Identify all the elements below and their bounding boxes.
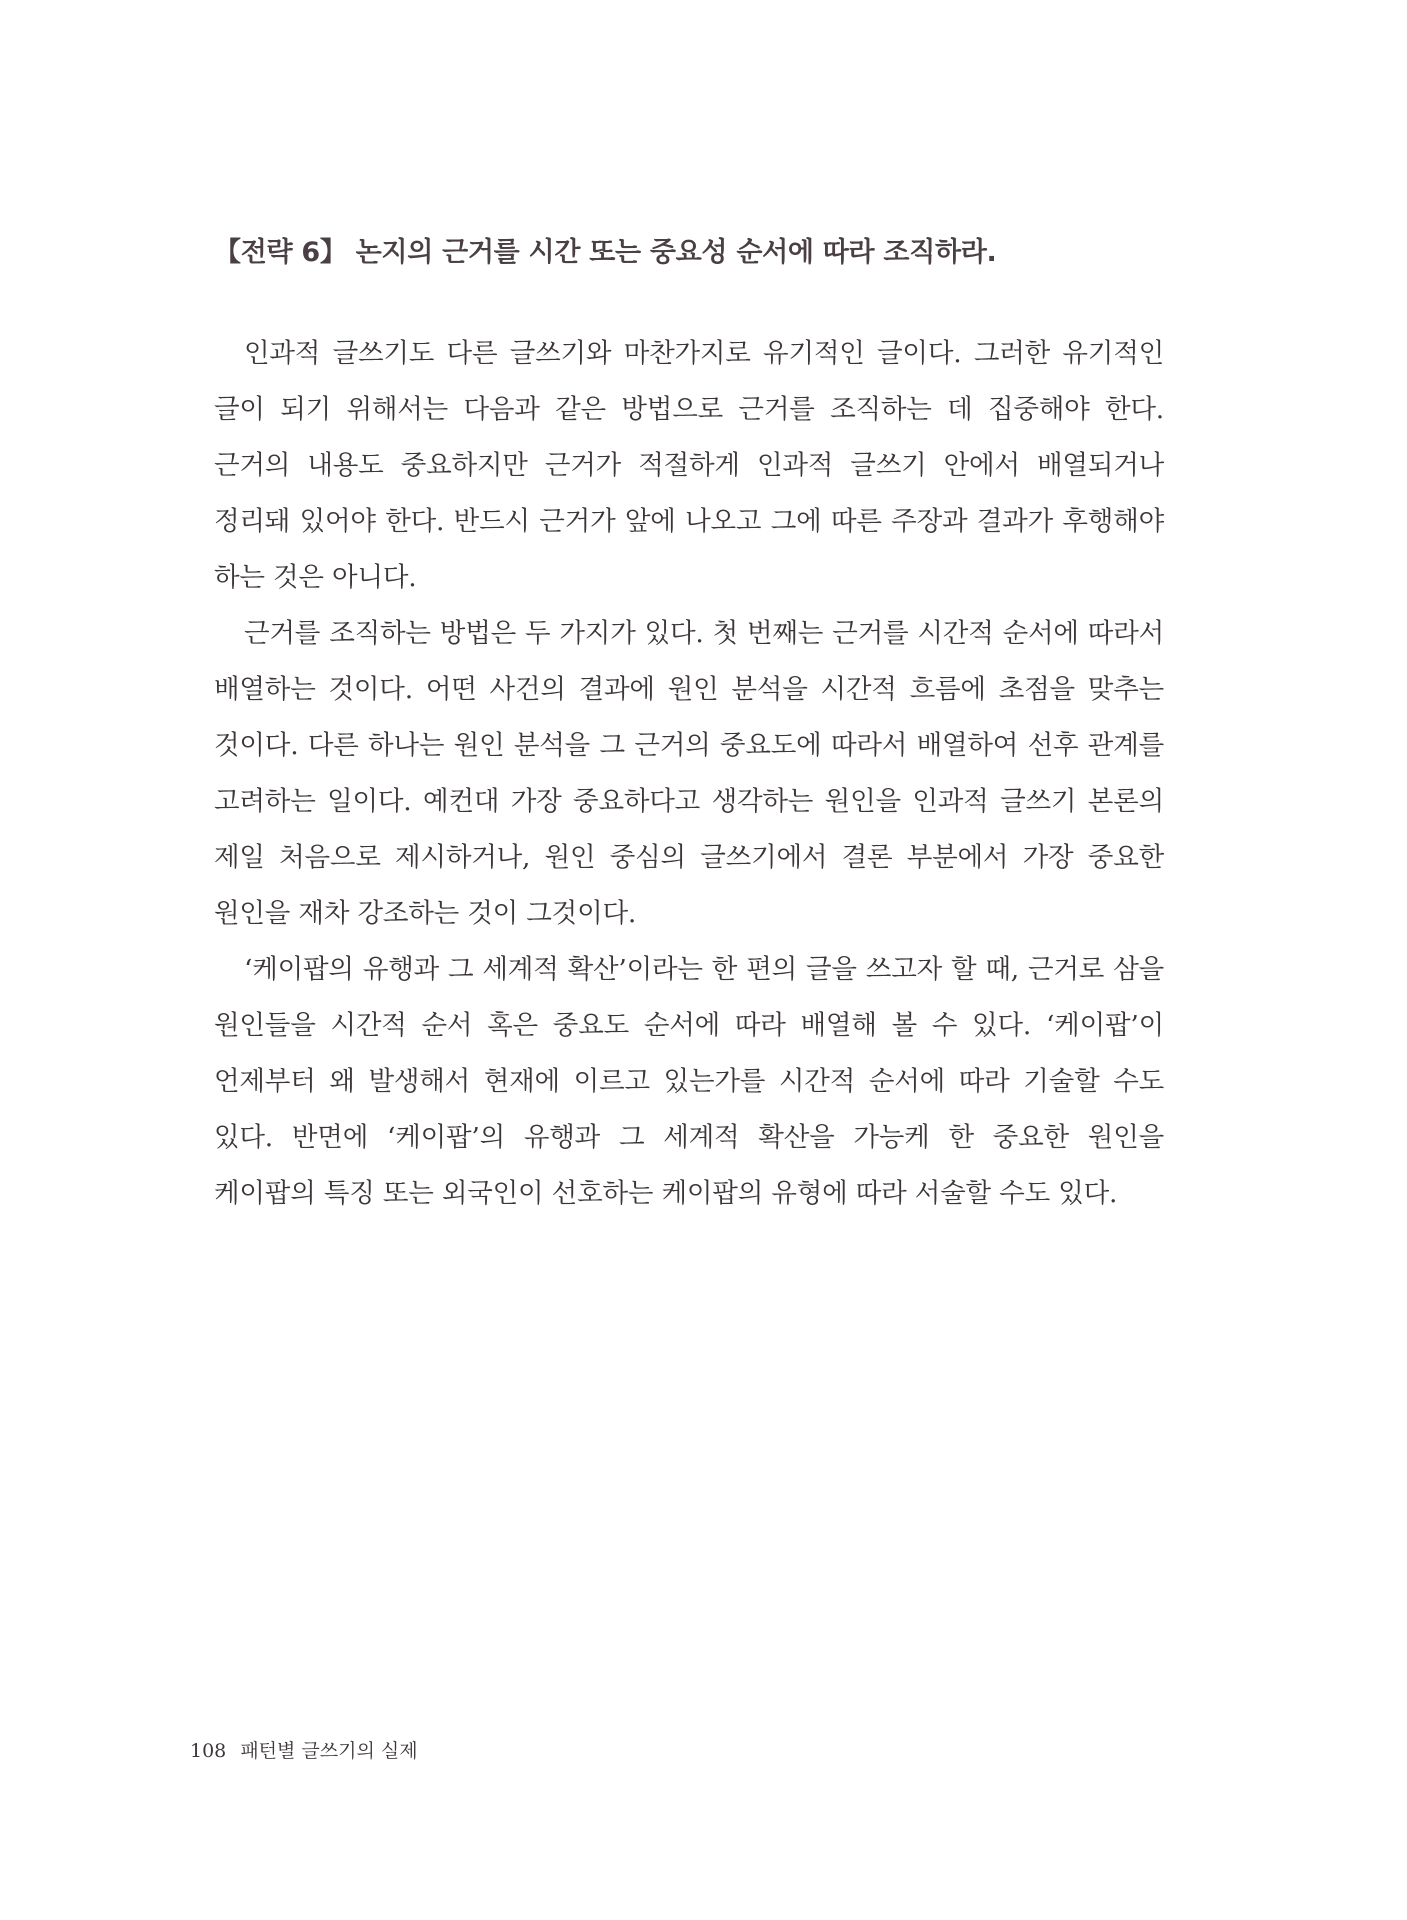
paragraph-3: ‘케이팝의 유행과 그 세계적 확산’이라는 한 편의 글을 쓰고자 할 때, 근거로 삼을 원인들을 시간적 순서 혹은 중요도 순서에 따라 배열해 볼 수 있다. ‘케이팝’이 언제부터 왜 발생해서 현재에 이르고 있는가를 시간적 순서에 따라 기술할 수도 있다. 반면에 ‘케이팝’의 유행과 그 세계적 확산을 가능케 한 중요한 원인을 케이팝의 특징 또는 외국인이 선호하는 케이팝의 유형에 따라 서술할 수도 있다.	[214, 954, 1164, 1209]
book-title: 패턴별 글쓰기의 실제	[240, 1740, 418, 1762]
paragraph-2: 근거를 조직하는 방법은 두 가지가 있다. 첫 번째는 근거를 시간적 순서에 따라서 배열하는 것이다. 어떤 사건의 결과에 원인 분석을 시간적 흐름에 초점을 맞추는 것이다. 다른 하나는 원인 분석을 그 근거의 중요도에 따라서 배열하여 선후 관계를 고려하는 일이다. 예컨대 가장 중요하다고 생각하는 원인을 인과적 글쓰기 본론의 제일 처음으로 제시하거나, 원인 중심의 글쓰기에서 결론 부분에서 가장 중요한 원인을 재차 강조하는 것이 그것이다.	[214, 618, 1164, 929]
page-number: 108	[190, 1740, 227, 1762]
section-heading: 【전략 6】 논지의 근거를 시간 또는 중요성 순서에 따라 조직하라.	[214, 237, 997, 268]
page-footer	[190, 1736, 418, 1763]
paragraph-1: 인과적 글쓰기도 다른 글쓰기와 마찬가지로 유기적인 글이다. 그러한 유기적인 글이 되기 위해서는 다음과 같은 방법으로 근거를 조직하는 데 집중해야 한다. 근거의 내용도 중요하지만 근거가 적절하게 인과적 글쓰기 안에서 배열되거나 정리돼 있어야 한다. 반드시 근거가 앞에 나오고 그에 따른 주장과 결과가 후행해야 하는 것은 아니다.	[214, 338, 1164, 593]
body-text	[214, 326, 1164, 1222]
